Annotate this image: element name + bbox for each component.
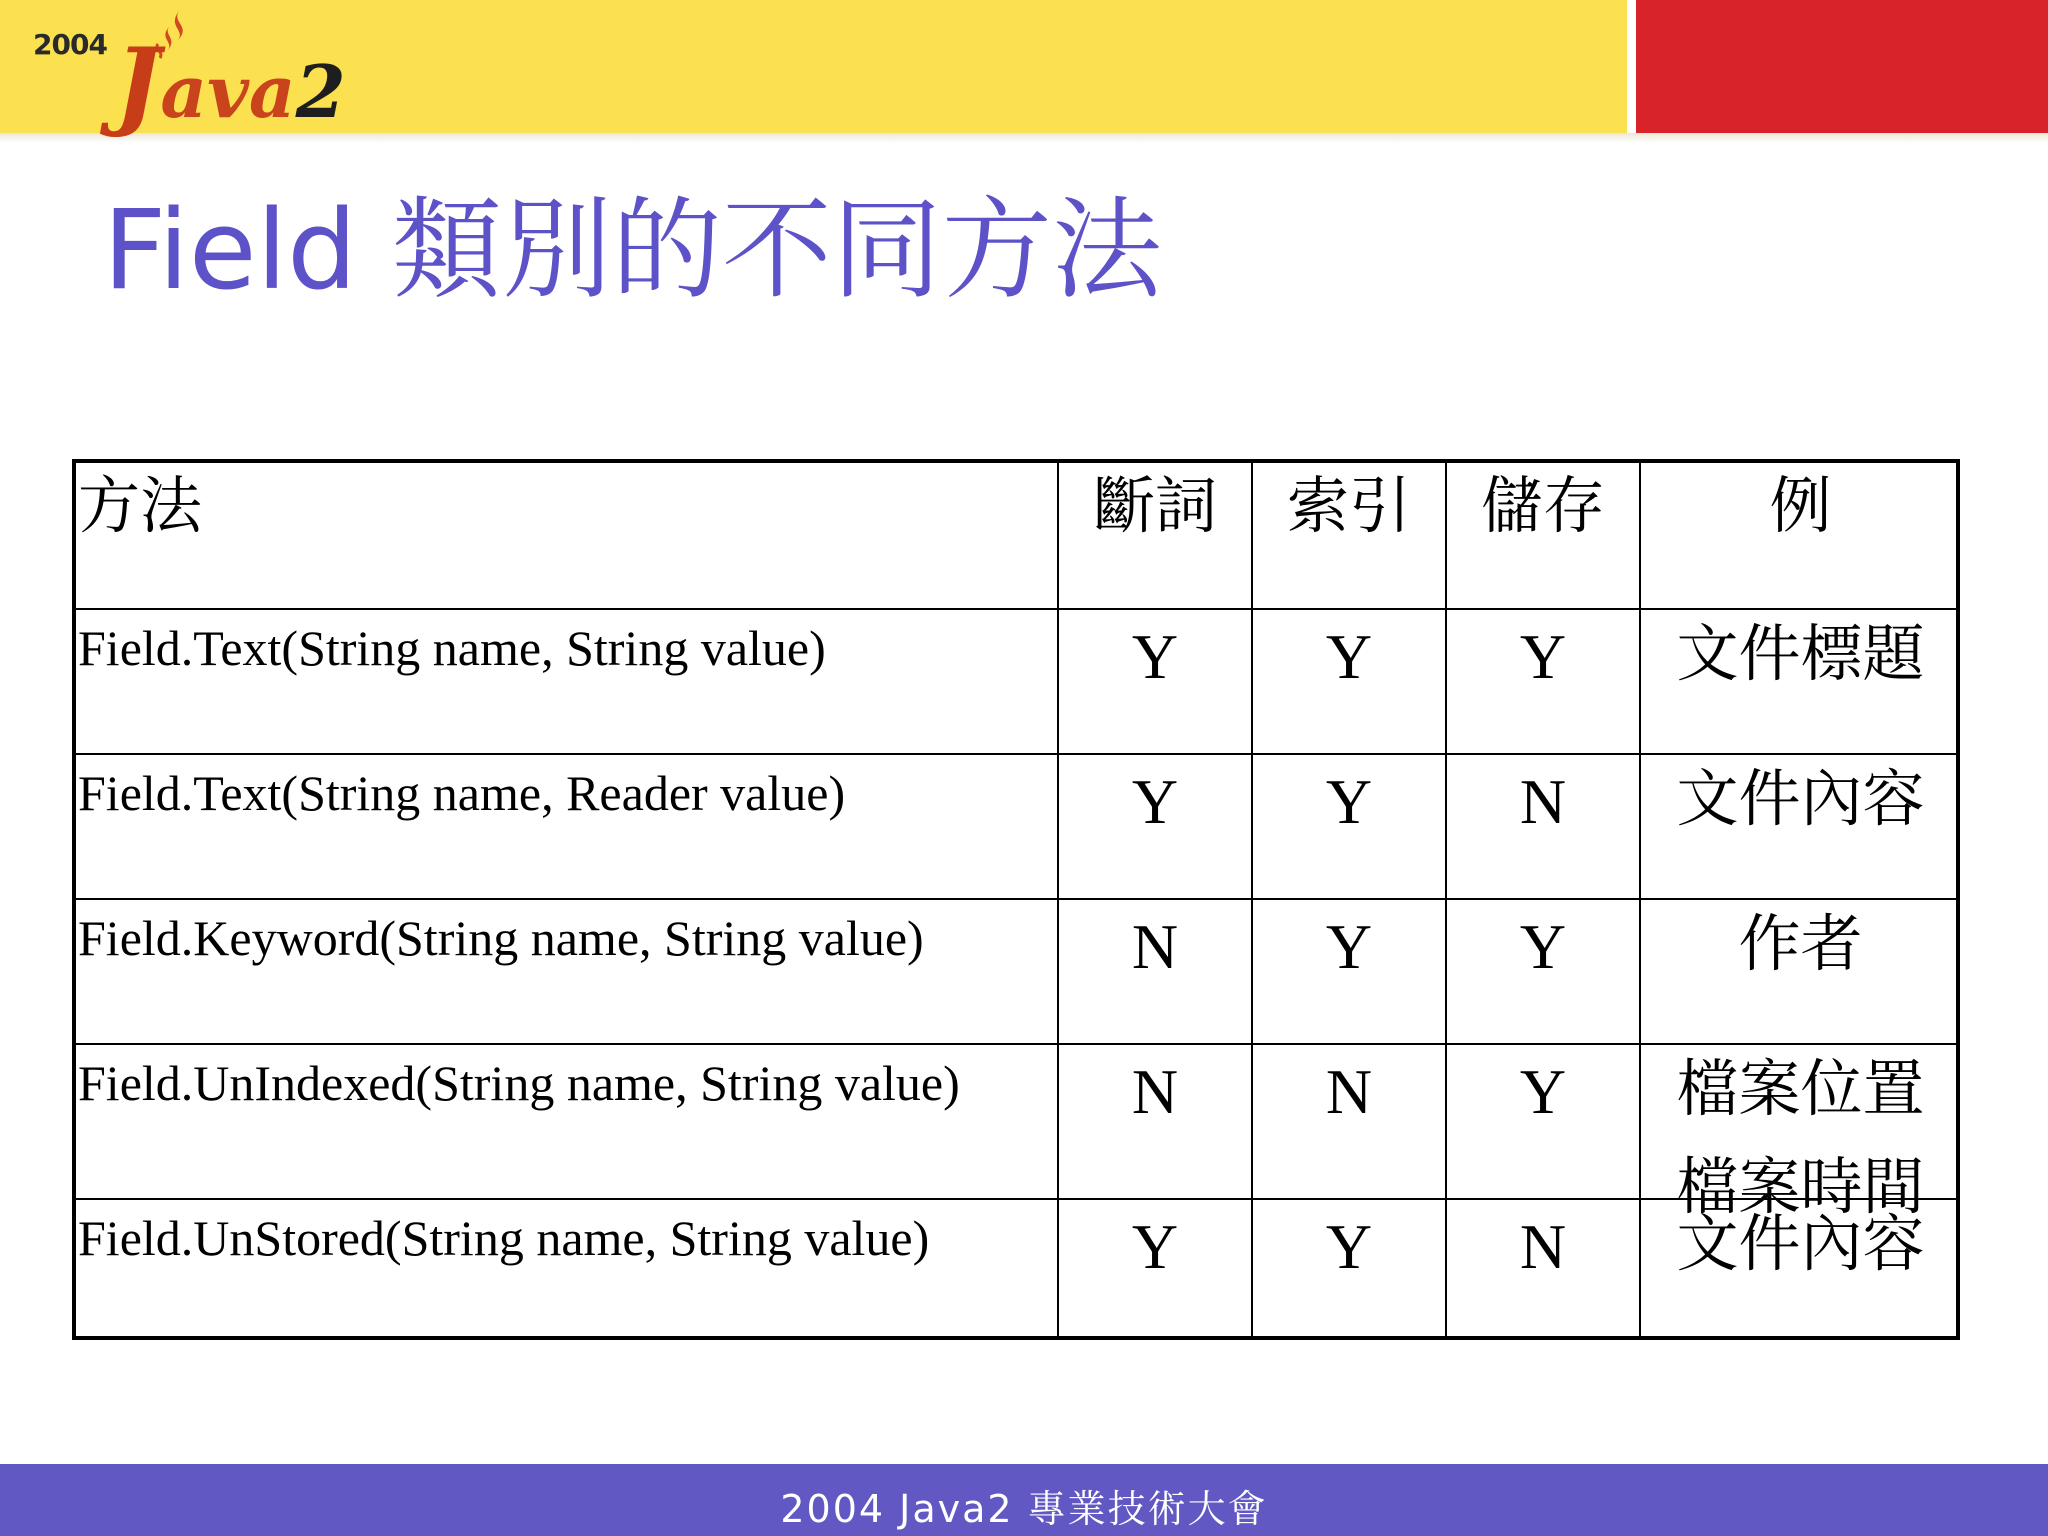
method-cell: [76, 755, 1059, 898]
example-cell: [1641, 900, 1960, 1043]
example-text: 文件內容: [1676, 762, 1925, 835]
footer-text: 2004 Java2 專業技術大會: [780, 1487, 1268, 1531]
field-methods-table: [72, 459, 1960, 1340]
tokenized-flag: Y: [1131, 621, 1179, 692]
example-overflow-text: 檔案時間: [1676, 1150, 1925, 1223]
tokenized-flag: N: [1131, 1056, 1179, 1127]
table-row: [76, 1043, 1956, 1223]
tokenized-cell: [1059, 1045, 1253, 1198]
stored-flag: Y: [1519, 911, 1567, 982]
example-text: 檔案位置: [1676, 1052, 1925, 1125]
stored-flag: Y: [1519, 1056, 1567, 1127]
stored-flag: N: [1519, 1211, 1567, 1282]
tokenized-flag: N: [1131, 911, 1179, 982]
footer-bar: [0, 1464, 2048, 1536]
tokenized-flag: Y: [1131, 766, 1179, 837]
stored-cell: [1447, 610, 1641, 753]
example-text: 文件標題: [1676, 617, 1925, 690]
header-cell-tokenized: [1059, 463, 1253, 608]
stored-cell: [1447, 1200, 1641, 1336]
method-cell: [76, 610, 1059, 753]
method-cell: [76, 900, 1059, 1043]
indexed-cell: [1253, 610, 1447, 753]
tokenized-cell: [1059, 610, 1253, 753]
header-band-red: [1636, 0, 2048, 133]
slide-title: Field 類別的不同方法: [103, 186, 1162, 314]
method-name: Field.UnStored(String name, String value): [78, 1210, 930, 1266]
header-label-indexed: 索引: [1286, 469, 1411, 542]
header-label-method: 方法: [78, 469, 203, 542]
logo-letters-ava: ava: [160, 49, 296, 134]
logo-wordmark: [115, 27, 346, 140]
table-row: [76, 898, 1956, 1043]
table-row: [76, 608, 1956, 753]
example-text: 作者: [1738, 907, 1863, 980]
header-cell-example: [1641, 463, 1960, 608]
header-label-tokenized: 斷詞: [1092, 469, 1217, 542]
stored-cell: [1447, 900, 1641, 1043]
header-cell-method: [76, 463, 1059, 608]
example-cell: [1641, 610, 1960, 753]
tokenized-flag: Y: [1131, 1211, 1179, 1282]
java2-logo: [30, 8, 346, 140]
example-text: 文件內容: [1676, 1207, 1925, 1280]
indexed-cell: [1253, 755, 1447, 898]
indexed-flag: Y: [1325, 621, 1373, 692]
indexed-flag: Y: [1325, 766, 1373, 837]
header-label-example: 例: [1769, 469, 1832, 542]
logo-year: 2004: [33, 28, 107, 61]
indexed-cell: [1253, 1045, 1447, 1198]
header-cell-stored: [1447, 463, 1641, 608]
tokenized-cell: [1059, 1200, 1253, 1336]
tokenized-cell: [1059, 900, 1253, 1043]
stored-flag: N: [1519, 766, 1567, 837]
header-cell-indexed: [1253, 463, 1447, 608]
stored-cell: [1447, 755, 1641, 898]
method-name: Field.Keyword(String name, String value): [78, 910, 924, 966]
method-name: Field.UnIndexed(String name, String value): [78, 1055, 960, 1111]
stored-cell: [1447, 1045, 1641, 1198]
table-header-row: [76, 463, 1956, 608]
indexed-flag: N: [1325, 1056, 1373, 1127]
table-row: [76, 753, 1956, 898]
table-row: [76, 1198, 1956, 1336]
method-name: Field.Text(String name, String value): [78, 620, 826, 676]
header-label-stored: 儲存: [1480, 469, 1605, 542]
example-cell: [1641, 755, 1960, 898]
method-cell: [76, 1045, 1059, 1198]
indexed-cell: [1253, 900, 1447, 1043]
example-cell: [1641, 1045, 1960, 1223]
logo-version: 2: [295, 49, 346, 134]
example-cell: [1641, 1200, 1960, 1336]
header-shadow: [0, 133, 2048, 143]
method-name: Field.Text(String name, Reader value): [78, 765, 846, 821]
stored-flag: Y: [1519, 621, 1567, 692]
logo-letter-j: J: [115, 27, 161, 140]
tokenized-cell: [1059, 755, 1253, 898]
indexed-cell: [1253, 1200, 1447, 1336]
indexed-flag: Y: [1325, 911, 1373, 982]
method-cell: [76, 1200, 1059, 1336]
indexed-flag: Y: [1325, 1211, 1373, 1282]
